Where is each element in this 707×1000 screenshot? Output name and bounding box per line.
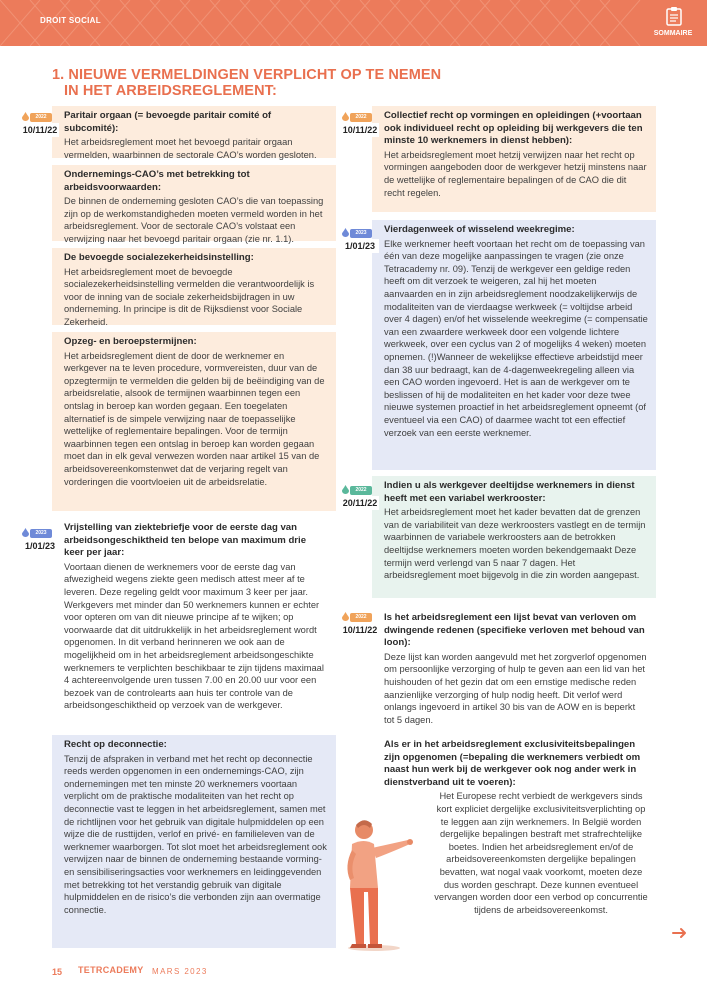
card-text: De binnen de onderneming gesloten CAO’s die van toepassing zijn op de werkomstandigheden moeten vermeld worden in het arbeidsreglement. Voor de sectorale CAO’s volstaat een verwijzing naar het bevoegd paritair orgaan (zie nr. 1.1). — [64, 196, 324, 244]
card-text: Elke werknemer heeft voortaan het recht om de toepassing van één van deze mogelijke aanpassingen te vragen (zie onze Tetracademy nr. 09). Tenzij de werkgever een geldige reden heeft om dit verzoek te weigeren, zal hij het moeten aanvaarden en in zijn arbeidsreglement noodzakelijkerwijs de modaliteiten van de vierdaagse werkweek (= voltijdse arbeid over 4 dagen) en/of het wisselende weekregime (= compensatie van een zwaardere werkweek door een volgende lichtere werkweek, over een cyclus van 2 of mogelijks 4 weken) moeten opnemen. (!)Wanneer de wekelijkse effectieve arbeidstijd meer dan 38 uur bedraagt, kan de 4-dagenweekregeling alleen via een CAO worden ingevoerd. Het is aan de werkgever om te beslissen of hij de modaliteiten en het kader voor deze twee nieuwe systemen proactief in het arbeidsreglement opneemt (of eventueel via een CAO) of daarmee wacht tot een effectief verzoek van een eerste werknemer. — [384, 238, 648, 438]
section-label: DROIT SOCIAL — [40, 16, 101, 25]
sommaire-label: SOMMAIRE — [653, 30, 693, 37]
card-text: Het arbeidsreglement dient de door de werknemer en werkgever na te leven procedure, vormvereisten, duur van de opzegtermijn te vermelden die gelden bij de beëindiging van de arbeidsrelatie, alsook de termijnen waarbinnen tegen een ontslag in beroep kan worden gegaan. Een toegelaten alternatief is de simpele verwijzing naar de toepasselijke wettelijke of reglementaire bepalingen. Voor de termijn waarbinnen tegen een ontslag in beroep kan worden gegaan moet dan in elk geval verwezen worden naar artikel 15 van de arbeidsovereenkomstenwet dat de verjaring regelt van vorderingen die voortvloeien uit de arbeidsrelatie. — [64, 350, 325, 487]
card-text: Het arbeidsreglement moet het bevoegd paritair orgaan vermelden, waarbinnen de sectorale CAO’s worden gesloten. — [64, 137, 317, 160]
badge-date: 1/01/23 — [341, 239, 379, 253]
card-text: Het arbeidsreglement moet het kader bevatten dat de grenzen van de variabiliteit van deze werkroosters vastlegt en de termijn waarbinnen de variabele werkroosters aan de betrokken deeltijdse werknemers moeten worden bekendgemaakt Deze termijn werd verlengd van 5 naar 7 dagen. Het arbeidsreglement moet bijgevolg in die zin worden aangepast. — [384, 507, 646, 581]
card-recht-op-deconnectie — [52, 735, 336, 948]
brand-logo — [78, 965, 144, 975]
card-title: Paritair orgaan (= bevoegde paritair comité of subcomité): — [64, 110, 272, 134]
card-title: Collectief recht op vormingen en opleidingen (+voortaan ook individueel recht op opleiding bij werkgevers die ten minste 10 werknemers in dienst hebben): — [384, 110, 643, 147]
logo-part-a: TETR — [78, 965, 103, 975]
card-title: Vrijstelling van ziektebriefje voor de eerste dag van arbeidsongeschiktheid ten belope van maximum drie keer per jaar: — [64, 522, 307, 559]
card-vierdagenweek — [372, 220, 656, 470]
date-badge — [341, 113, 379, 143]
pointing-man-illustration — [334, 810, 418, 952]
card-text: Het arbeidsreglement moet hetzij verwijzen naar het recht op vormingen aangeboden door de werkgever hetzij minstens naar de wettelijke of reglementaire bepalingen of de CAO die dit recht regelen. — [384, 149, 647, 198]
badge-date: 10/11/22 — [342, 125, 378, 135]
drop-icon — [22, 528, 29, 537]
badge-year: 2023 — [30, 529, 52, 538]
badge-year: 2022 — [30, 113, 52, 122]
badge-date: 20/11/22 — [342, 498, 378, 508]
badge-year: 2023 — [350, 229, 372, 238]
card-text: Het arbeidsreglement moet de bevoegde socialezekerheidsinstelling vermelden die verantwoordelijk is voor de inning van de sociale zekerheidsbijdragen in uw onderneming. In principe is dit de Rijksdienst voor Sociale Zekerheid. — [64, 266, 315, 327]
header-pattern — [0, 0, 707, 46]
card-paritair-orgaan — [52, 106, 336, 158]
date-badge — [21, 113, 59, 143]
card-socialezekerheid — [52, 248, 336, 325]
issue-date: MARS 2023 — [152, 967, 208, 976]
card-title: Is het arbeidsreglement een lijst bevat van verloven om dwingende redenen (specifieke verloven met behoud van loon): — [384, 612, 645, 649]
card-opzeg-beroepstermijnen — [52, 332, 336, 511]
next-page-arrow-icon[interactable] — [672, 926, 688, 940]
page-title — [52, 67, 492, 99]
title-line-1: 1. NIEUWE VERMELDINGEN VERPLICHT OP TE NEMEN — [52, 67, 442, 83]
card-text: Voortaan dienen de werknemers voor de eerste dag van afwezigheid wegens ziekte geen medisch attest meer af te leveren. Deze regeling geldt voor maximum 3 keer per jaar. Werkgevers met minder dan 50 werknemers kunnen er echter voor opteren om van dit nieuwe principe af te wijken; op voorwaarde dat dit uitdrukkelijk in het arbeidsreglement wordt opgenomen. In dit verband herinneren we ook aan de mogelijkheid om in het arbeidsreglement arbeidsongeschikte werknemers te verplichten beschikbaar te zijn tijdens maximaal 4 achtereenvolgende uren tussen 7.00 en 20.00 uur voor een bezoek van de controlearts aan huis ter controle van de arbeidsongeschiktheid op verzoek van de werkgever. — [64, 561, 324, 711]
card-title: Vierdagenweek of wisselend weekregime: — [384, 224, 575, 235]
card-title: Opzeg- en beroepstermijnen: — [64, 336, 197, 347]
header-band — [0, 0, 707, 46]
date-badge — [341, 229, 379, 259]
badge-year: 2022 — [350, 613, 372, 622]
date-badge — [341, 613, 379, 643]
badge-date: 10/11/22 — [22, 125, 58, 135]
card-text: Deze lijst kan worden aangevuld met het zorgverlof opgenomen om persoonlijke verzorging of hulp te geven aan een lid van het huishouden of het gezin dat om een ernstige medische reden aanzienlijke verzorging of hulp nodig heeft. Dit verlof werd onlangs ingevoerd in artikel 30 bis van de AOW en is beperkt tot 5 dagen. — [384, 651, 647, 725]
title-line-2: IN HET ARBEIDSREGLEMENT: — [64, 83, 277, 99]
card-title: Als er in het arbeidsreglement exclusiviteitsbepalingen zijn opgenomen (=bepaling die werknemers verbiedt om naast hun werk bij de werkgever ook nog ander werk in dienstverband uit te voeren): — [384, 739, 641, 788]
page-number: 15 — [52, 967, 63, 977]
clipboard-icon — [666, 6, 682, 26]
card-verloven-dwingende-redenen — [372, 608, 656, 728]
card-title: Ondernemings-CAO’s met betrekking tot arbeidsvoorwaarden: — [64, 169, 250, 193]
drop-icon — [342, 228, 349, 237]
card-title: Recht op deconnectie: — [64, 739, 167, 750]
badge-date: 1/01/23 — [21, 539, 59, 553]
sommaire-button[interactable] — [653, 6, 693, 40]
badge-year: 2022 — [350, 113, 372, 122]
badge-year: 2022 — [350, 486, 372, 495]
card-title: Indien u als werkgever deeltijdse werknemers in dienst heeft met een variabel werkrooster: — [384, 480, 635, 504]
card-ziektebriefje — [52, 518, 336, 726]
card-title: De bevoegde socialezekerheidsinstelling: — [64, 252, 254, 263]
drop-icon — [22, 112, 29, 121]
card-deeltijdse-werknemers — [372, 476, 656, 598]
card-ondernemings-cao — [52, 165, 336, 244]
drop-icon — [342, 612, 349, 621]
date-badge — [341, 486, 379, 516]
drop-icon — [342, 485, 349, 494]
date-badge — [21, 529, 59, 559]
drop-icon — [342, 112, 349, 121]
card-vormingen-opleidingen — [372, 106, 656, 212]
card-text: Tenzij de afspraken in verband met het recht op deconnectie reeds werden opgenomen in een ondernemings-CAO, zijn ondernemingen met ten minste 20 werknemers voortaan verplicht om de praktische modaliteiten van het recht op deconnectie vast te leggen in het arbeidsreglement, samen met de richtlijnen voor het gebruik van digitale hulpmiddelen op een wijze die de rusttijden, verlof en privé- en familieleven van de werknemer waarborgen. Tot slot moet het arbeidsreglement ook verwijzen naar de binnen de onderneming bestaande vorming- en sensibiliseringsacties voor werknemers en leidinggevenden met betrekking tot het verstandig gebruik van digitale hulpmiddelen en de risico’s die verbonden zijn aan overmatige connectie. — [64, 753, 327, 915]
badge-date: 10/11/22 — [342, 625, 378, 635]
card-text: Het Europese recht verbiedt de werkgevers sinds kort expliciet dergelijke exclusiviteitsverplichting op te leggen aan zijn werknemers. In België worden dergelijke bepalingen bestraft met strafrechtelijke boetes. Indien het arbeidsreglement en/of de arbeidsovereenkomsten dergelijke bepalingen bevatten, wat nogal vaak voorkomt, moeten deze dus worden geschrapt. Deze kunnen eventueel vervangen worden door een verbod op concurrentie tijdens de arbeidsovereenkomst. — [434, 791, 648, 915]
logo-part-b: CADEMY — [102, 965, 144, 975]
